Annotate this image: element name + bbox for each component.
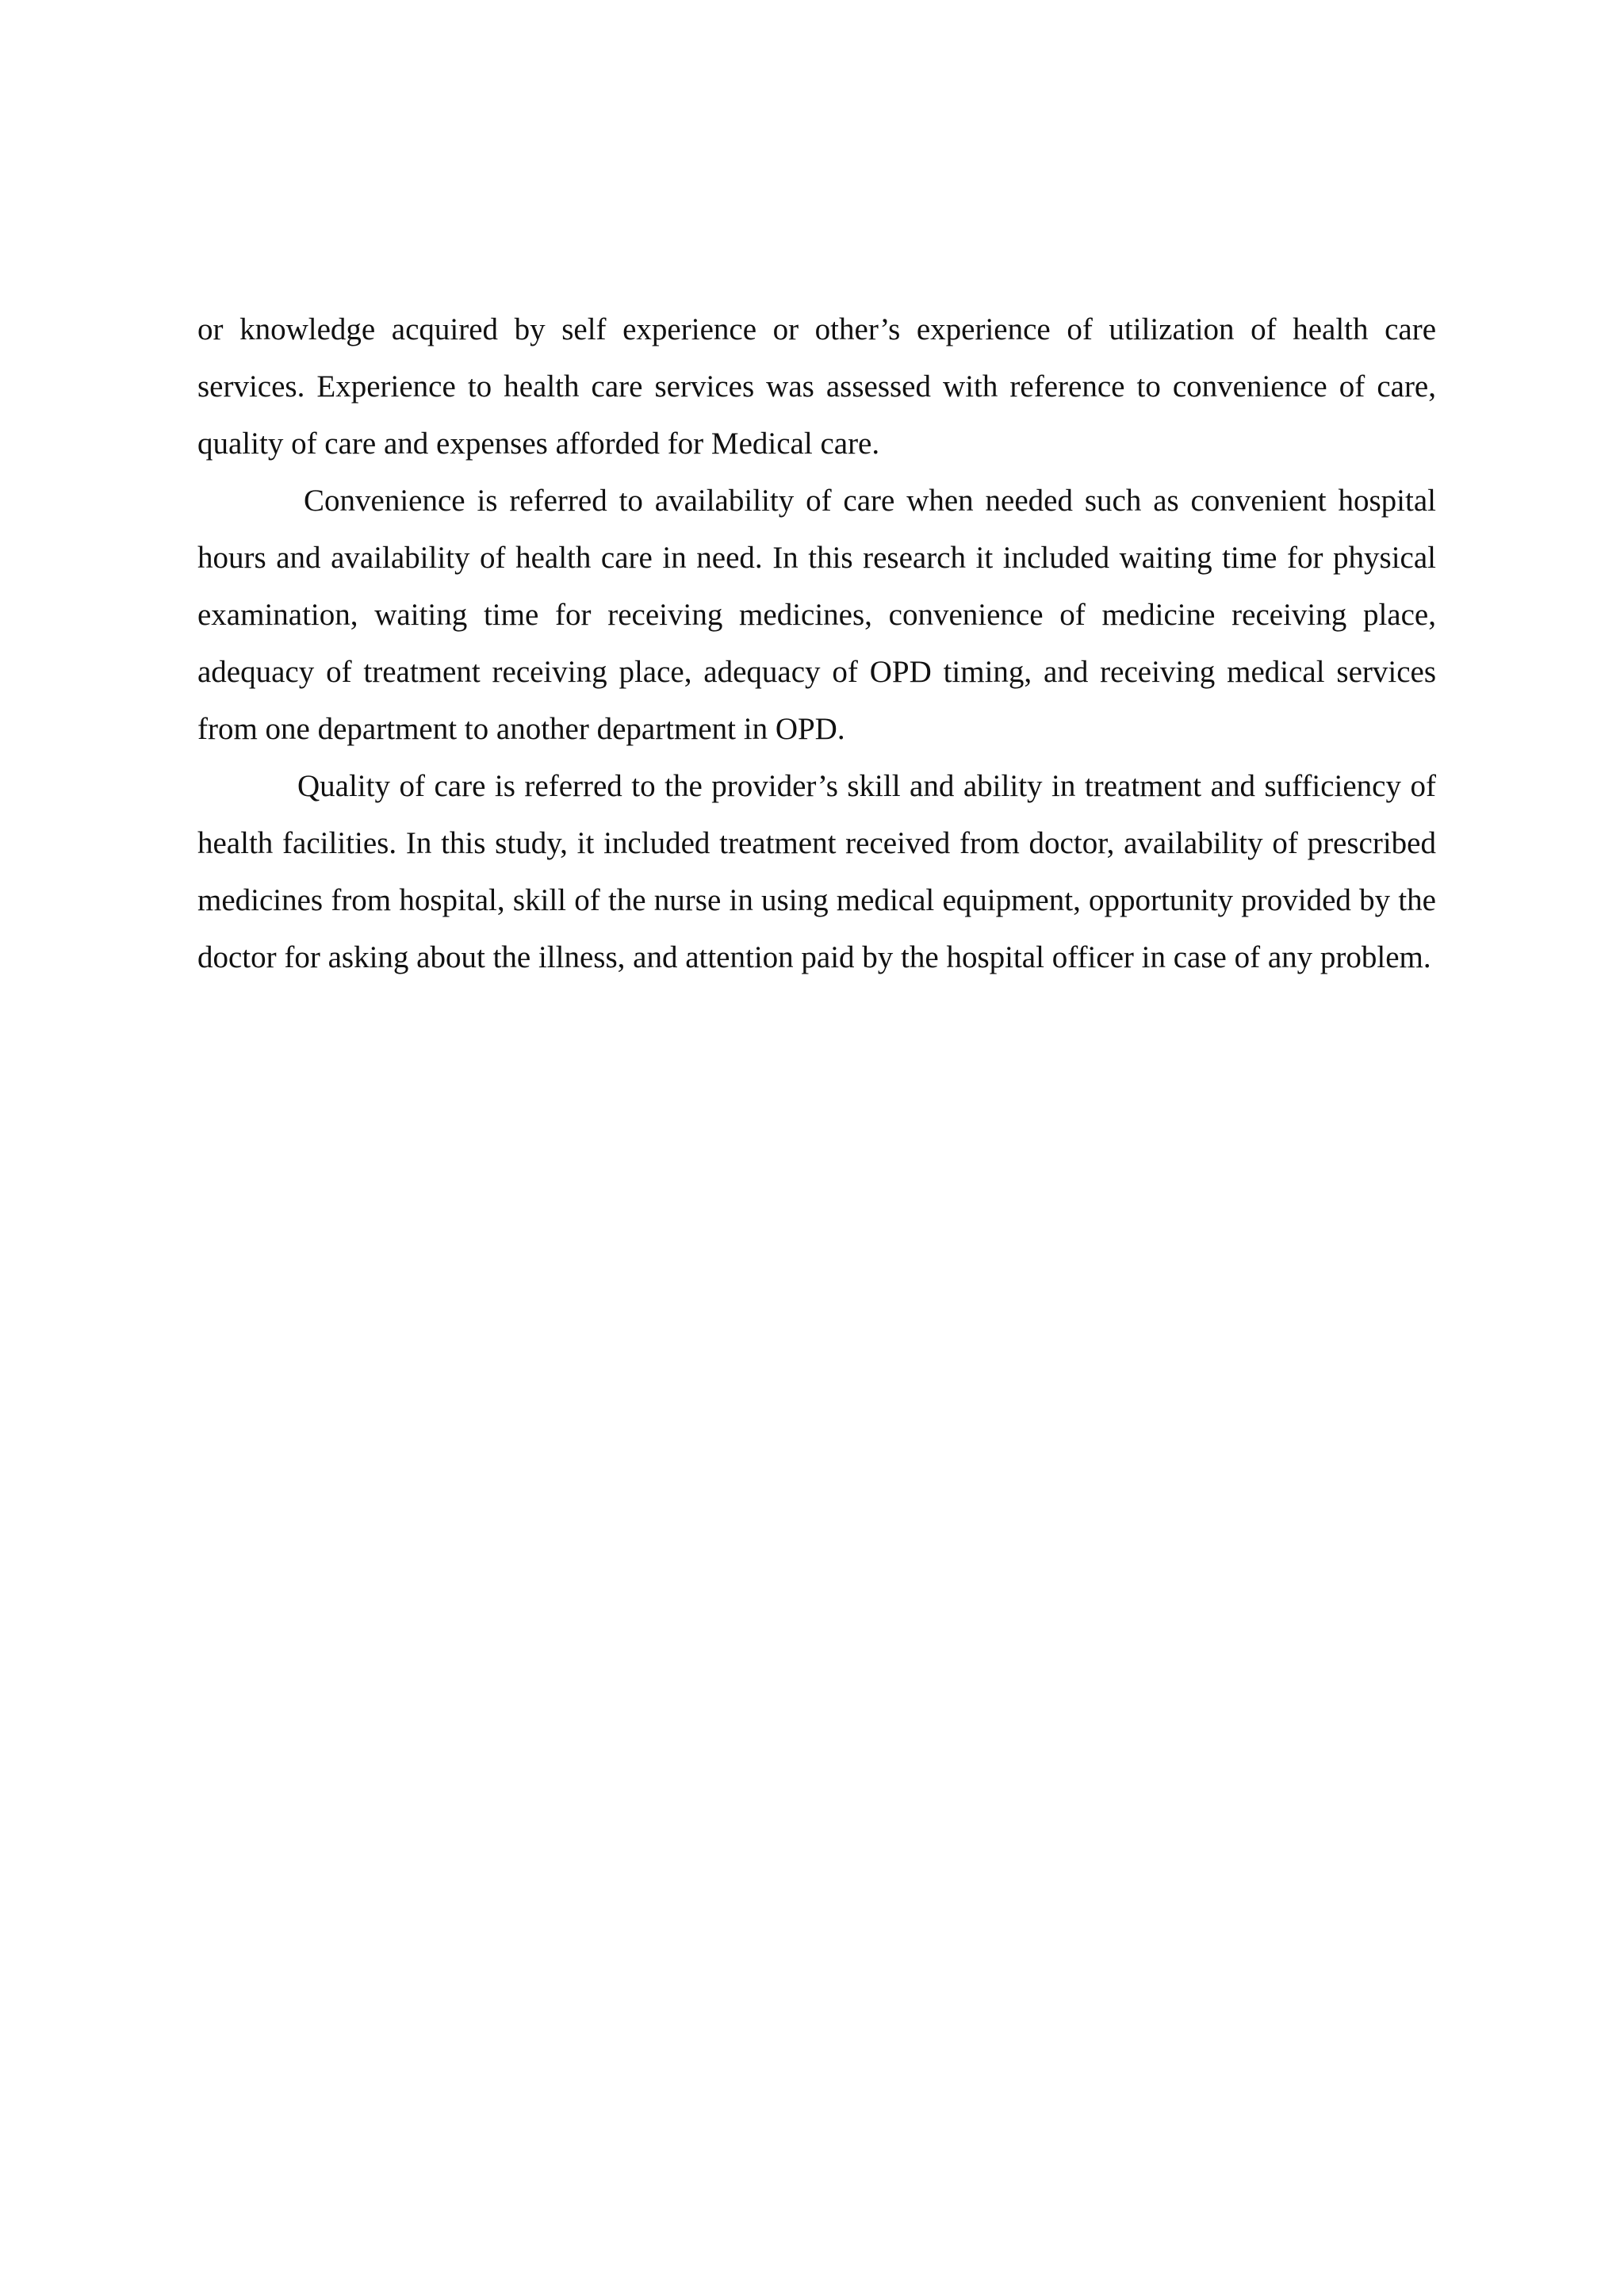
paragraph-experience: or knowledge acquired by self experience or other’s experience of utilization of health care services. Experience to health care services was assessed with reference to convenience of care, quality of care and expenses afforded for Medical care. <box>197 312 1436 461</box>
body-text <box>197 301 1436 986</box>
paragraph-convenience: Convenience is referred to availability of care when needed such as convenient hospital hours and availability of health care in need. In this research it included waiting time for physical examination, waiting time for receiving medicines, convenience of medicine receiving place, adequacy of treatment receiving place, adequacy of OPD timing, and receiving medical services from one department to another department in OPD. <box>197 484 1436 746</box>
paragraph-quality-of-care: Quality of care is referred to the provider’s skill and ability in treatment and sufficiency of health facilities. In this study, it included treatment received from doctor, availability of prescribed medicines from hospital, skill of the nurse in using medical equipment, opportunity provided by the doctor for asking about the illness, and attention paid by the hospital officer in case of any problem. <box>197 769 1436 974</box>
